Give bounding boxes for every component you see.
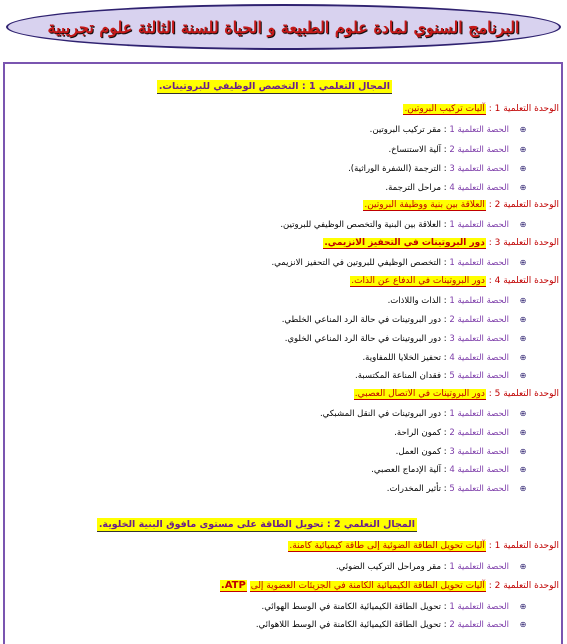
session-label: الحصة التعلمية 2: [449, 428, 509, 438]
learning-unit-heading: الوحدة التعلمية 5 : دور البروتينات في الاتصال العصبي.: [354, 389, 559, 399]
session-label: الحصة التعلمية 1: [449, 296, 509, 306]
session-label: الحصة التعلمية 4: [449, 183, 509, 193]
learning-session-item: الحصة التعلمية 5 : فقدان المناعة المكتسبة.: [355, 371, 509, 381]
session-text: كمون الراحة.: [394, 428, 442, 438]
bullet-icon: ⊕: [519, 447, 527, 456]
bullet-icon: ⊕: [519, 620, 527, 629]
bullet-icon: ⊕: [519, 428, 527, 437]
session-label: الحصة التعلمية 4: [449, 353, 509, 363]
unit-title: دور البروتينات في الدفاع عن الذات.: [351, 276, 485, 286]
session-text: دور البروتينات في النقل المشبكي.: [319, 409, 442, 419]
session-label: الحصة التعلمية 1: [449, 409, 509, 419]
session-label: الحصة التعلمية 5: [449, 484, 509, 494]
learning-session-item: الحصة التعلمية 1 : العلاقة بين البنية والتخصص الوظيفي للبروتين.: [280, 220, 509, 230]
learning-domain-heading: المجال التعلمي 2 : تحويل الطاقة على مستوى مافوق البنية الخلوية.: [98, 519, 415, 530]
unit-label: الوحدة التعلمية 1: [494, 541, 559, 551]
domain-label: المجال التعلمي 2: [333, 519, 415, 530]
learning-session-item: الحصة التعلمية 2 : دور البروتينات في حالة الرد المناعي الخلطي.: [281, 315, 509, 325]
learning-session-item: الحصة التعلمية 1 : مقر ومراحل التركيب الضوئي.: [335, 562, 509, 572]
learning-session-item: الحصة التعلمية 3 : دور البروتينات في حالة الرد المناعي الخلوي.: [284, 334, 509, 344]
session-label: الحصة التعلمية 5: [449, 371, 509, 381]
session-label: الحصة التعلمية 2: [449, 315, 509, 325]
unit-title: العلاقة بين بنية ووظيفة البروتين.: [364, 200, 485, 210]
learning-unit-heading: الوحدة التعلمية 2 : آليات تحويل الطاقة الكيميائية الكامنة في الجزيئات العضوية إلى ATP.: [220, 580, 559, 591]
session-label: الحصة التعلمية 3: [449, 334, 509, 344]
session-text: مقر ومراحل التركيب الضوئي.: [335, 562, 442, 572]
session-text: مراحل الترجمة.: [385, 183, 442, 193]
title-banner: [6, 4, 561, 50]
learning-session-item: الحصة التعلمية 2 : تحويل الطاقة الكيميائية الكامنة في الوسط اللاهوائي.: [255, 620, 509, 630]
bullet-icon: ⊕: [519, 125, 527, 134]
domain-title: التخصص الوظيفي للبروتينات.: [158, 81, 299, 92]
session-text: كمون العمل.: [395, 447, 442, 457]
session-text: تحويل الطاقة الكيميائية الكامنة في الوسط اللاهوائي.: [255, 620, 442, 630]
unit-label: الوحدة التعلمية 5: [494, 389, 559, 399]
session-label: الحصة التعلمية 2: [449, 145, 509, 155]
learning-session-item: الحصة التعلمية 4 : آلية الإدماج العصبي.: [371, 465, 509, 475]
session-label: الحصة التعلمية 1: [449, 562, 509, 572]
bullet-icon: ⊕: [519, 409, 527, 418]
unit-title: آليات تركيب البروتين.: [404, 104, 485, 114]
learning-session-item: الحصة التعلمية 2 : آلية الاستنساخ.: [388, 145, 509, 155]
learning-session-item: الحصة التعلمية 1 : الذات واللاذات.: [387, 296, 509, 306]
bullet-icon: ⊕: [519, 145, 527, 154]
session-label: الحصة التعلمية 3: [449, 164, 509, 174]
session-text: مقر تركيب البروتين.: [369, 125, 442, 135]
session-text: فقدان المناعة المكتسبة.: [355, 371, 442, 381]
learning-unit-heading: الوحدة التعلمية 4 : دور البروتينات في الدفاع عن الذات.: [351, 276, 559, 286]
learning-session-item: الحصة التعلمية 3 : كمون العمل.: [395, 447, 509, 457]
bullet-icon: ⊕: [519, 484, 527, 493]
session-text: الذات واللاذات.: [387, 296, 442, 306]
learning-session-item: الحصة التعلمية 1 : تحويل الطاقة الكيميائية الكامنة في الوسط الهوائي.: [261, 602, 509, 612]
bullet-icon: ⊕: [519, 258, 527, 267]
session-text: آلية الإدماج العصبي.: [371, 465, 442, 475]
bullet-icon: ⊕: [519, 296, 527, 305]
session-text: تحفيز الخلايا اللمفاوية.: [362, 353, 442, 363]
learning-session-item: الحصة التعلمية 1 : دور البروتينات في النقل المشبكي.: [319, 409, 509, 419]
unit-label: الوحدة التعلمية 2: [494, 581, 559, 591]
learning-session-item: الحصة التعلمية 4 : تحفيز الخلايا اللمفاوية.: [362, 353, 509, 363]
bullet-icon: ⊕: [519, 562, 527, 571]
learning-session-item: الحصة التعلمية 3 : الترجمة (الشفرة الوراثية).: [348, 164, 509, 174]
learning-session-item: الحصة التعلمية 5 : تأثير المخدرات.: [386, 484, 509, 494]
session-text: الترجمة (الشفرة الوراثية).: [348, 164, 442, 174]
bullet-icon: ⊕: [519, 164, 527, 173]
bullet-icon: ⊕: [519, 315, 527, 324]
learning-unit-heading: الوحدة التعلمية 3 : دور البروتينات في التحفيز الانزيمي.: [324, 238, 559, 248]
learning-session-item: الحصة التعلمية 4 : مراحل الترجمة.: [385, 183, 509, 193]
session-label: الحصة التعلمية 1: [449, 602, 509, 612]
unit-title: دور البروتينات في الاتصال العصبي.: [354, 389, 485, 399]
bullet-icon: ⊕: [519, 220, 527, 229]
page-title: البرنامج السنوي لمادة علوم الطبيعة و الحياة للسنة الثالثة علوم تجريبية: [47, 17, 520, 37]
session-label: الحصة التعلمية 1: [449, 125, 509, 135]
unit-title-atp: ATP.: [220, 580, 246, 591]
unit-title: آليات تحويل الطاقة الكيميائية الكامنة في الجزيئات العضوية إلى: [250, 581, 485, 591]
bullet-icon: ⊕: [519, 334, 527, 343]
learning-unit-heading: الوحدة التعلمية 2 : العلاقة بين بنية ووظيفة البروتين.: [364, 200, 559, 210]
session-text: دور البروتينات في حالة الرد المناعي الخلطي.: [281, 315, 442, 325]
unit-label: الوحدة التعلمية 4: [494, 276, 559, 286]
session-text: دور البروتينات في حالة الرد المناعي الخلوي.: [284, 334, 442, 344]
learning-domain-heading: المجال التعلمي 1 : التخصص الوظيفي للبروتينات.: [158, 81, 390, 92]
learning-session-item: الحصة التعلمية 1 : التخصص الوظيفي للبروتين في التحفيز الانزيمي.: [271, 258, 509, 268]
session-label: الحصة التعلمية 3: [449, 447, 509, 457]
unit-title: دور البروتينات في التحفيز الانزيمي.: [324, 238, 485, 248]
session-label: الحصة التعلمية 4: [449, 465, 509, 475]
session-text: التخصص الوظيفي للبروتين في التحفيز الانزيمي.: [271, 258, 442, 268]
learning-unit-heading: الوحدة التعلمية 1 : آليات تركيب البروتين.: [404, 104, 559, 114]
unit-label: الوحدة التعلمية 3: [494, 238, 559, 248]
session-text: العلاقة بين البنية والتخصص الوظيفي للبروتين.: [280, 220, 442, 230]
session-text: تأثير المخدرات.: [386, 484, 442, 494]
bullet-icon: ⊕: [519, 371, 527, 380]
bullet-icon: ⊕: [519, 353, 527, 362]
learning-unit-heading: الوحدة التعلمية 1 : آليات تحويل الطاقة الضوئية إلى طاقة كيميائية كامنة.: [289, 541, 559, 551]
bullet-icon: ⊕: [519, 602, 527, 611]
session-text: تحويل الطاقة الكيميائية الكامنة في الوسط الهوائي.: [261, 602, 442, 612]
unit-label: الوحدة التعلمية 1: [494, 104, 559, 114]
bullet-icon: ⊕: [519, 183, 527, 192]
bullet-icon: ⊕: [519, 465, 527, 474]
session-label: الحصة التعلمية 1: [449, 258, 509, 268]
session-label: الحصة التعلمية 2: [449, 620, 509, 630]
learning-session-item: الحصة التعلمية 2 : كمون الراحة.: [394, 428, 509, 438]
domain-label: المجال التعلمي 1: [308, 81, 390, 92]
domain-title: تحويل الطاقة على مستوى مافوق البنية الخلوية.: [98, 519, 324, 530]
unit-title: آليات تحويل الطاقة الضوئية إلى طاقة كيميائية كامنة.: [289, 541, 485, 551]
unit-label: الوحدة التعلمية 2: [494, 200, 559, 210]
learning-session-item: الحصة التعلمية 1 : مقر تركيب البروتين.: [369, 125, 509, 135]
session-label: الحصة التعلمية 1: [449, 220, 509, 230]
session-text: آلية الاستنساخ.: [388, 145, 442, 155]
